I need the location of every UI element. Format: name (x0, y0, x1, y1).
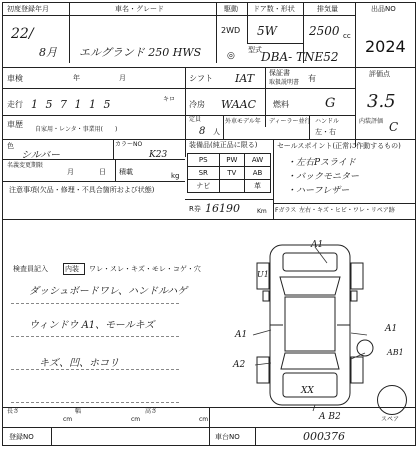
lot-label: 出品NO (371, 5, 396, 13)
first-reg-value: 22/ (11, 26, 34, 42)
auction-sheet (2, 2, 416, 446)
width-cm: cm (131, 416, 141, 423)
chassis-no-value: 000376 (303, 430, 345, 443)
divider (273, 139, 274, 219)
interior-box-label: 内装 (65, 265, 79, 273)
inspector-line-3: キズ、凹、ホコリ (39, 358, 120, 369)
displacement-value: 2500 (309, 24, 340, 38)
divider (3, 219, 415, 220)
rename-month: 月 (67, 168, 74, 176)
divider (209, 407, 210, 427)
divider (216, 3, 217, 63)
doors-value: 5W (257, 24, 277, 38)
divider (115, 159, 116, 181)
mileage-label: 走行 (7, 100, 23, 109)
car-windshield (280, 277, 340, 295)
drive-label: 駆動 (224, 5, 238, 13)
divider (51, 427, 52, 445)
mirror-left (263, 291, 269, 301)
interior-value: C (389, 120, 399, 134)
interior-note: ワレ・スレ・キズ・モレ・コゲ・穴 (89, 265, 201, 273)
sales-item-1: ・左右Pスライド (287, 158, 356, 168)
car-rear-window (281, 353, 339, 369)
r-km: Km (257, 208, 267, 215)
height-cm: cm (199, 416, 209, 423)
spare-label: スペア (381, 416, 400, 423)
loading-kg: kg (171, 172, 180, 180)
inspector-line-1: ダッシュボードワレ、ハンドルハゲ (29, 286, 188, 297)
fuel-label: 燃料 (273, 100, 289, 109)
divider (3, 67, 415, 68)
model-value: DBA- TNE52 (261, 50, 339, 64)
manual-label: 取扱説明書 (269, 79, 300, 86)
f-glass-label: Fガラス (275, 207, 297, 214)
capacity-value: 8 (199, 126, 206, 137)
wheel-fr (351, 263, 363, 289)
equip-ab: AB (245, 167, 271, 180)
loading-label: 積載 (119, 168, 133, 176)
r-value: 16190 (205, 202, 240, 215)
inspector-label: 検査員記入 (13, 265, 48, 273)
equip-sr: SR (188, 167, 220, 180)
first-reg-label: 初度登録年月 (7, 5, 49, 13)
height-label: 高さ (145, 408, 158, 415)
lot-number: 2024 (365, 37, 406, 56)
eval-value: 3.5 (367, 91, 396, 112)
equip-navi: ナビ (188, 180, 220, 193)
shift-value: IAT (235, 72, 255, 85)
car-roof (285, 297, 335, 351)
equip-leather: 革 (245, 180, 271, 193)
checked-icon: 有 (308, 74, 316, 83)
model-label: 型式 (248, 46, 262, 54)
divider (255, 427, 256, 445)
equip-pw: PW (219, 154, 245, 167)
divider (185, 67, 186, 157)
sales-item-3: ・ハーフレザー (287, 186, 350, 196)
divider (113, 139, 114, 159)
divider (265, 67, 266, 127)
color-label: 色 (7, 142, 14, 150)
mileage-unit: キロ (163, 96, 176, 103)
divider (11, 369, 179, 370)
equipment-grid (187, 153, 271, 193)
color-no-label: カラーNO (115, 141, 143, 148)
spare-tire-icon (377, 385, 407, 415)
wheel-rl (257, 357, 269, 383)
divider (3, 159, 185, 160)
divider (185, 199, 273, 200)
import-label: 外車モデル年 (225, 118, 261, 125)
aircon-value: WAAC (221, 98, 257, 111)
handle-value: 左・右 (315, 128, 336, 136)
mark-u1: U1 (257, 270, 269, 279)
width-label: 幅 (75, 408, 82, 415)
capacity-unit: 人 (213, 128, 220, 136)
divider (3, 88, 355, 89)
drive-circle-icon: ◎ (227, 51, 235, 61)
divider (273, 203, 415, 204)
history-label: 車歴 (7, 120, 23, 129)
divider (209, 427, 210, 445)
mark-a1-left: A1 (235, 330, 248, 340)
color-value: シルバー (21, 150, 61, 161)
equip-aw: AW (245, 154, 271, 167)
dealer-label: ディーラー並行 (269, 118, 311, 125)
shaken-label: 車検 (7, 74, 23, 83)
sales-item-2: ・バックモニター (287, 172, 360, 182)
mark-a1-top: A1 (311, 240, 324, 250)
shaken-year: 年 (73, 74, 80, 82)
drive-value: 2WD (221, 26, 241, 35)
f-glass-note: 左右・キズ・ヒビ・ワレ・リペア跡 (299, 207, 395, 214)
mirror-right (351, 291, 357, 301)
name-grade-label: 車名・グレード (115, 5, 164, 13)
equipment-title: 装備品(純正品に限る) (189, 141, 258, 149)
divider (11, 402, 179, 403)
car-name: エルグランド 250 HWS (79, 46, 202, 59)
displacement-label: 排気量 (317, 5, 338, 13)
wheel-rr (351, 357, 363, 383)
divider (3, 139, 415, 140)
mark-xx: XX (301, 386, 314, 396)
first-reg-month: 8月 (39, 46, 57, 59)
mark-a2: A2 (233, 360, 246, 370)
divider (3, 181, 185, 182)
r-label: R券 (189, 205, 201, 213)
fuel-value: G (325, 96, 336, 111)
rename-label: 名義変更期限 (7, 162, 44, 169)
history-sub: 自家用・レンタ・事業用( ) (35, 126, 118, 133)
capacity-label: 定員 (189, 116, 202, 123)
notes-label: 注意事項(欠品・修理・不具合箇所および状態) (9, 186, 155, 194)
divider (11, 336, 179, 337)
eval-label: 評価点 (369, 70, 390, 78)
length-label: 長さ (7, 408, 20, 415)
damage-circle (357, 340, 373, 356)
divider (3, 115, 355, 116)
interior-label: 内装評価 (359, 118, 384, 125)
divider (355, 67, 356, 147)
divider (355, 3, 356, 67)
handle-label: ハンドル (315, 118, 340, 125)
mark-ab2: A B2 (319, 412, 341, 422)
equip-tv: TV (219, 167, 245, 180)
warranty-label: 保証書 (269, 69, 290, 77)
rename-day: 日 (99, 168, 106, 176)
sales-title: セールスポイント(正常に作動するもの) (277, 142, 401, 150)
shaken-month: 月 (119, 74, 126, 82)
shift-label: シフト (189, 74, 213, 83)
mark-ab1: AB1 (387, 348, 404, 357)
car-hood (283, 253, 337, 271)
cc-unit: cc (343, 32, 351, 40)
mark-a1-right: A1 (385, 324, 398, 334)
mileage-value: 1 5 7 1 1 5 (31, 98, 113, 111)
length-cm: cm (63, 416, 73, 423)
divider (69, 3, 70, 63)
divider (309, 115, 310, 139)
divider (247, 43, 303, 44)
divider (223, 115, 224, 139)
doors-label: ドア数・形状 (253, 5, 295, 13)
color-no-value: K23 (149, 150, 168, 160)
reg-no-label: 登録NO (9, 433, 34, 441)
aircon-label: 冷房 (189, 100, 205, 109)
chassis-no-label: 車台NO (215, 433, 240, 441)
inspector-line-2: ウィンドウ A1、モールキズ (29, 320, 155, 331)
divider (11, 303, 179, 304)
equip-blank (219, 180, 245, 193)
equip-ps: PS (188, 154, 220, 167)
divider (247, 3, 248, 43)
